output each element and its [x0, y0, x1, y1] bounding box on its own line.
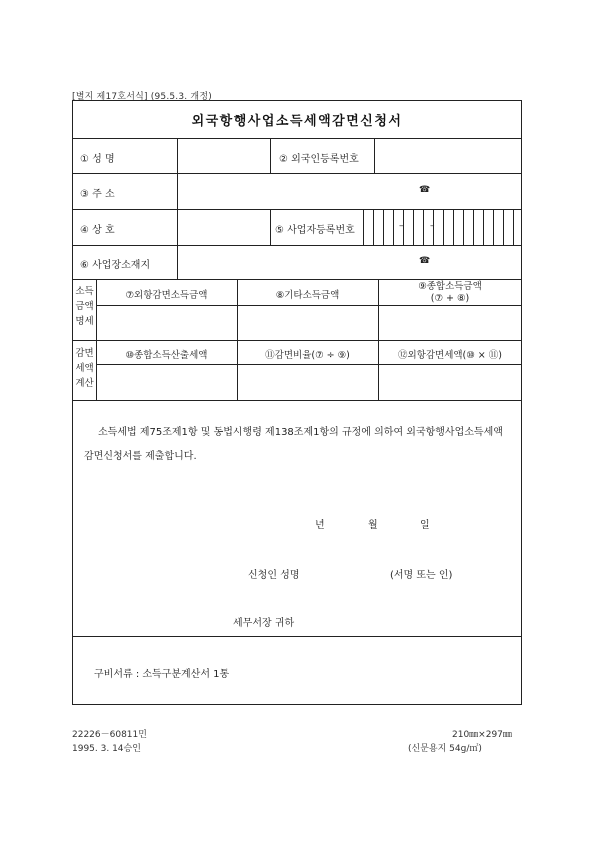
divider [270, 138, 271, 173]
form-title: 외국항행사업소득세액감면신청서 [191, 113, 403, 129]
date-day-label: 일 [420, 520, 430, 531]
biz-reg-digit-box[interactable] [483, 209, 493, 245]
date-year-label: 년 [315, 520, 325, 531]
biz-reg-digit-box[interactable] [473, 209, 483, 245]
paper-size: 210㎜×297㎜ [452, 730, 512, 740]
biz-reg-digit-box[interactable] [363, 209, 373, 245]
foreign-reduction-tax-header: ⑫외항감면세액(⑩ × ⑪) [398, 350, 502, 361]
biz-reg-separator: – [399, 221, 404, 231]
address-field[interactable] [178, 174, 521, 209]
section-label-char: 금액 [75, 301, 94, 312]
attachments-note: 구비서류 : 소득구분계산서 1통 [94, 669, 230, 680]
biz-reg-separator: – [430, 221, 435, 231]
total-income-field[interactable] [379, 306, 521, 340]
section-label-char: 계산 [75, 378, 94, 389]
name-field[interactable] [178, 139, 270, 173]
reduction-ratio-field[interactable] [238, 365, 378, 400]
income-section-label [73, 284, 96, 329]
divider [72, 400, 522, 401]
applicant-name-field[interactable] [312, 560, 388, 582]
biz-reg-digit-box[interactable] [513, 209, 522, 245]
declaration-text: 소득세법 제75조제1항 및 동법시행령 제138조제1항의 규정에 의하여 외국항행사업소득세액 감면신청서를 제출합니다. [84, 427, 503, 462]
divider [72, 279, 522, 280]
form-number-header: [별지 제17호서식] (95.5.3. 개정) [72, 92, 212, 102]
total-computed-tax-header: ⑩종합소득산출세액 [125, 350, 208, 361]
other-income-field[interactable] [238, 306, 378, 340]
biz-location-label: ⑥ 사업장소재지 [80, 260, 151, 271]
biz-reg-digit-box[interactable] [373, 209, 383, 245]
divider [270, 209, 271, 245]
foreign-reduction-income-header: ⑦외항감면소득금액 [125, 290, 208, 301]
signature-note: (서명 또는 인) [390, 570, 453, 581]
approval-date: 1995. 3. 14승인 [72, 744, 141, 754]
section-label-char: 소득 [75, 286, 94, 297]
telephone-icon: ☎ [419, 185, 431, 195]
biz-reg-digit-box[interactable] [463, 209, 473, 245]
reduction-section-label [73, 346, 96, 391]
paper-spec: (신문용지 54g/㎡) [408, 744, 482, 754]
reduction-ratio-header: ⑪감면비율(⑦ ÷ ⑨) [265, 350, 350, 361]
alien-reg-field[interactable] [375, 139, 521, 173]
name-label: ① 성 명 [80, 154, 115, 165]
biz-reg-digit-box[interactable] [383, 209, 393, 245]
section-label-char: 명세 [75, 316, 94, 327]
biz-reg-digit-box[interactable] [403, 209, 413, 245]
trade-name-label: ④ 상 호 [80, 225, 115, 236]
applicant-name-label: 신청인 성명 [248, 570, 300, 581]
total-income-header-line: ⑨종합소득금액 [418, 281, 482, 292]
biz-reg-digit-box[interactable] [413, 209, 423, 245]
total-computed-tax-field[interactable] [97, 365, 237, 400]
divider [72, 636, 522, 637]
other-income-header: ⑧기타소득금액 [275, 290, 340, 301]
section-label-char: 세액 [75, 363, 94, 374]
foreign-reduction-income-field[interactable] [97, 306, 237, 340]
trade-name-field[interactable] [178, 210, 270, 245]
divider [72, 340, 522, 341]
date-month-label: 월 [368, 520, 378, 531]
total-income-header-formula: (⑦ + ⑧) [430, 293, 470, 304]
biz-reg-digit-box[interactable] [493, 209, 503, 245]
addressee: 세무서장 귀하 [233, 618, 295, 629]
address-label: ③ 주 소 [80, 189, 115, 200]
biz-reg-digit-box[interactable] [453, 209, 463, 245]
foreign-reduction-tax-field[interactable] [379, 365, 521, 400]
telephone-icon: ☎ [419, 256, 431, 266]
section-label-char: 감면 [75, 348, 94, 359]
total-income-header [378, 281, 522, 305]
biz-reg-digit-box[interactable] [503, 209, 513, 245]
biz-location-field[interactable] [178, 246, 521, 279]
alien-reg-label: ② 외국인등록번호 [279, 154, 359, 165]
form-code: 22226－60811민 [72, 730, 147, 740]
biz-reg-digit-box[interactable] [443, 209, 453, 245]
biz-reg-label: ⑤ 사업자등록번호 [275, 225, 355, 236]
